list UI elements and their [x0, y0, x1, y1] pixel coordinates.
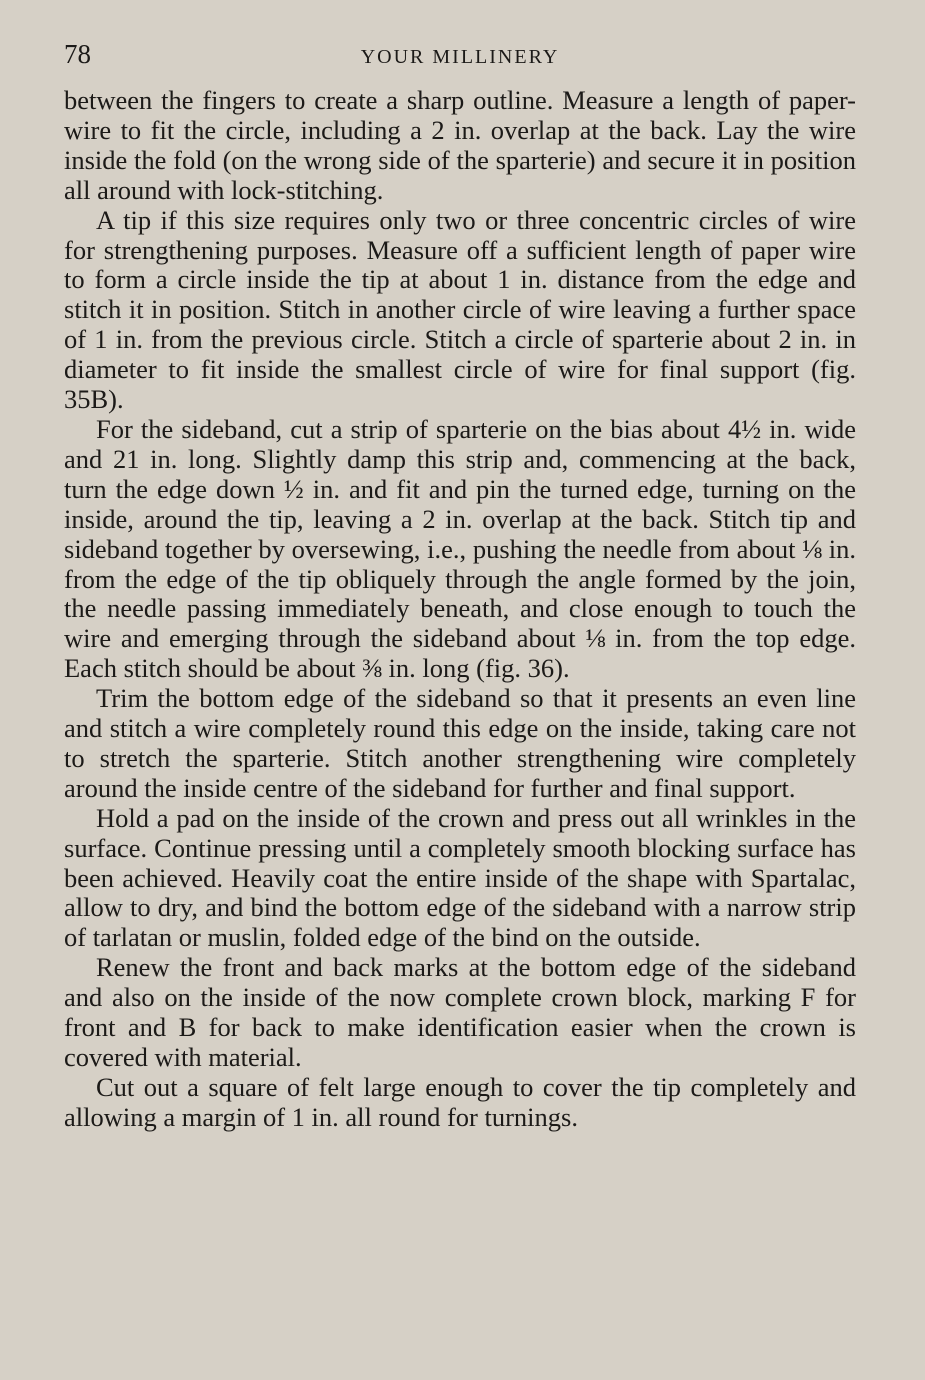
paragraph-continued: between the fingers to create a sharp outline. Measure a length of paper-wire to fit the circle, including a 2 in. overlap at the back. Lay the wire inside the fold (on the wrong side of the sparterie) and secure it in position all around with lock-stitching. — [64, 85, 856, 205]
paragraph-marks: Renew the front and back marks at the bottom edge of the sideband and also on the inside of the now complete crown block, marking F for front and B for back to make identification easier when the crown is covered with material. — [64, 952, 856, 1072]
running-title: YOUR MILLINERY — [360, 46, 560, 68]
body-text — [64, 86, 856, 1133]
paragraph-pressing: Hold a pad on the inside of the crown and press out all wrinkles in the surface. Continue pressing until a completely smooth blocking surface has been achieved. Heavily coat the entire inside of the shape with Spartalac, allow to dry, and bind the bottom edge of the sideband with a narrow strip of tarlatan or muslin, folded edge of the bind on the outside. — [64, 802, 856, 953]
paragraph-felt: Cut out a square of felt large enough to cover the tip completely and allowing a margin of 1 in. all round for turnings. — [64, 1071, 856, 1132]
paragraph-sideband: For the sideband, cut a strip of sparterie on the bias about 4½ in. wide and 21 in. long. Slightly damp this strip and, commencing at the back, turn the edge down ½ in. and fit and pin the turned edge, turning on the inside, around the tip, leaving a 2 in. overlap at the back. Stitch tip and sideband together by oversewing, i.e., pushing the needle from about ⅛ in. from the edge of the tip obliquely through the angle formed by the join, the needle passing immediately beneath, and close enough to touch the wire and emerging through the sideband about ⅛ in. from the top edge. Each stitch should be about ⅜ in. long (fig. 36). — [64, 413, 856, 684]
running-head — [64, 36, 856, 76]
page-number: 78 — [64, 39, 91, 69]
paragraph-trim-edge: Trim the bottom edge of the sideband so that it presents an even line and stitch a wire completely round this edge on the inside, taking care not to stretch the sparterie. Stitch another strengthening wire completely around the inside centre of the sideband for further and final support. — [64, 683, 856, 803]
paragraph-tip-wiring: A tip if this size requires only two or three concentric circles of wire for strengthening purposes. Measure off a sufficient length of paper wire to form a circle inside the tip at about 1 in. distance from the edge and stitch it in position. Stitch in another circle of wire leaving a further space of 1 in. from the previous circle. Stitch a circle of sparterie about 2 in. in diameter to fit inside the smallest circle of wire for final support (fig. 35B). — [64, 204, 856, 415]
